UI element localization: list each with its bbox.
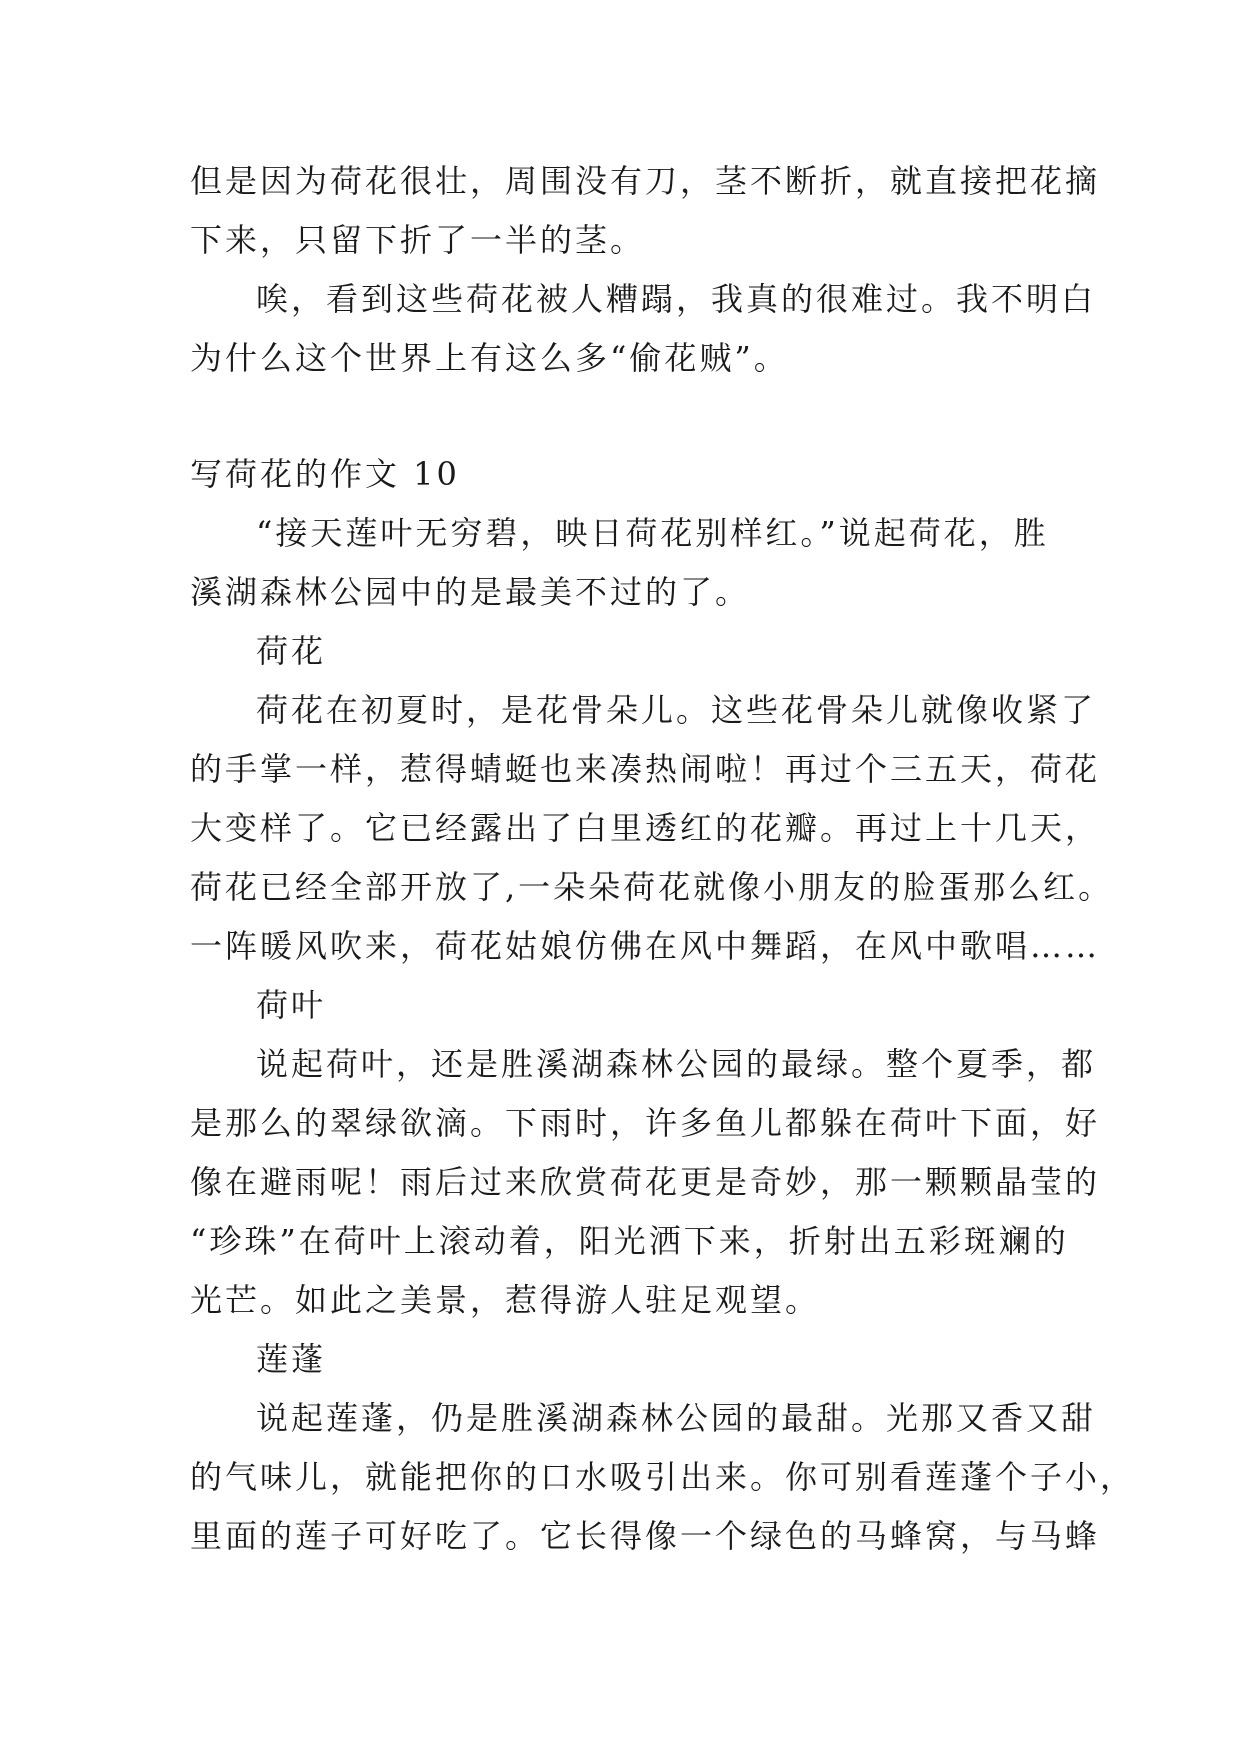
text-line: 一阵暖风吹来，荷花姑娘仿佛在风中舞蹈，在风中歌唱…… bbox=[190, 927, 1101, 965]
text-line: 下来，只留下折了一半的茎。 bbox=[190, 221, 646, 259]
text-line: 荷花在初夏时，是花骨朵儿。这些花骨朵儿就像收紧了 bbox=[256, 691, 1097, 729]
text-line: 唉，看到这些荷花被人糟蹋，我真的很难过。我不明白 bbox=[256, 280, 1097, 318]
text-line: 的手掌一样，惹得蜻蜓也来凑热闹啦！再过个三五天，荷花 bbox=[190, 750, 1101, 788]
section-gap bbox=[190, 388, 1060, 445]
text-line: 光芒。如此之美景，惹得游人驻足观望。 bbox=[190, 1281, 821, 1319]
text-line: 溪湖森林公园中的是最美不过的了。 bbox=[190, 573, 751, 611]
text-line: “接天莲叶无穷碧，映日荷花别样红。”说起荷花，胜 bbox=[256, 514, 1049, 552]
section-heading: 写荷花的作文 10 bbox=[190, 455, 460, 493]
text-line: 像在避雨呢！雨后过来欣赏荷花更是奇妙，那一颗颗晶莹的 bbox=[190, 1163, 1101, 1201]
text-line: 为什么这个世界上有这么多“偷花贼”。 bbox=[190, 339, 789, 377]
subheading-lotus-pod: 莲蓬 bbox=[256, 1340, 327, 1378]
document-page bbox=[190, 152, 1136, 1566]
text-line: 大变样了。它已经露出了白里透红的花瓣。再过上十几天， bbox=[190, 809, 1101, 847]
text-line: 荷花已经全部开放了,一朵朵荷花就像小朋友的脸蛋那么红。 bbox=[190, 868, 1114, 906]
text-line: 的气味儿，就能把你的口水吸引出来。你可别看莲蓬个子小， bbox=[190, 1458, 1136, 1496]
subheading-lotus-leaf: 荷叶 bbox=[256, 986, 327, 1024]
text-line: 里面的莲子可好吃了。它长得像一个绿色的马蜂窝，与马蜂 bbox=[190, 1517, 1101, 1555]
subheading-lotus-flower: 荷花 bbox=[256, 632, 327, 670]
text-line: 是那么的翠绿欲滴。下雨时，许多鱼儿都躲在荷叶下面，好 bbox=[190, 1104, 1101, 1142]
text-line: “珍珠”在荷叶上滚动着，阳光洒下来，折射出五彩斑斓的 bbox=[190, 1222, 1069, 1260]
text-line: 说起荷叶，还是胜溪湖森林公园的最绿。整个夏季，都 bbox=[256, 1045, 1097, 1083]
text-line: 但是因为荷花很壮，周围没有刀，茎不断折，就直接把花摘 bbox=[190, 162, 1101, 200]
text-line: 说起莲蓬，仍是胜溪湖森林公园的最甜。光那又香又甜 bbox=[256, 1399, 1097, 1437]
